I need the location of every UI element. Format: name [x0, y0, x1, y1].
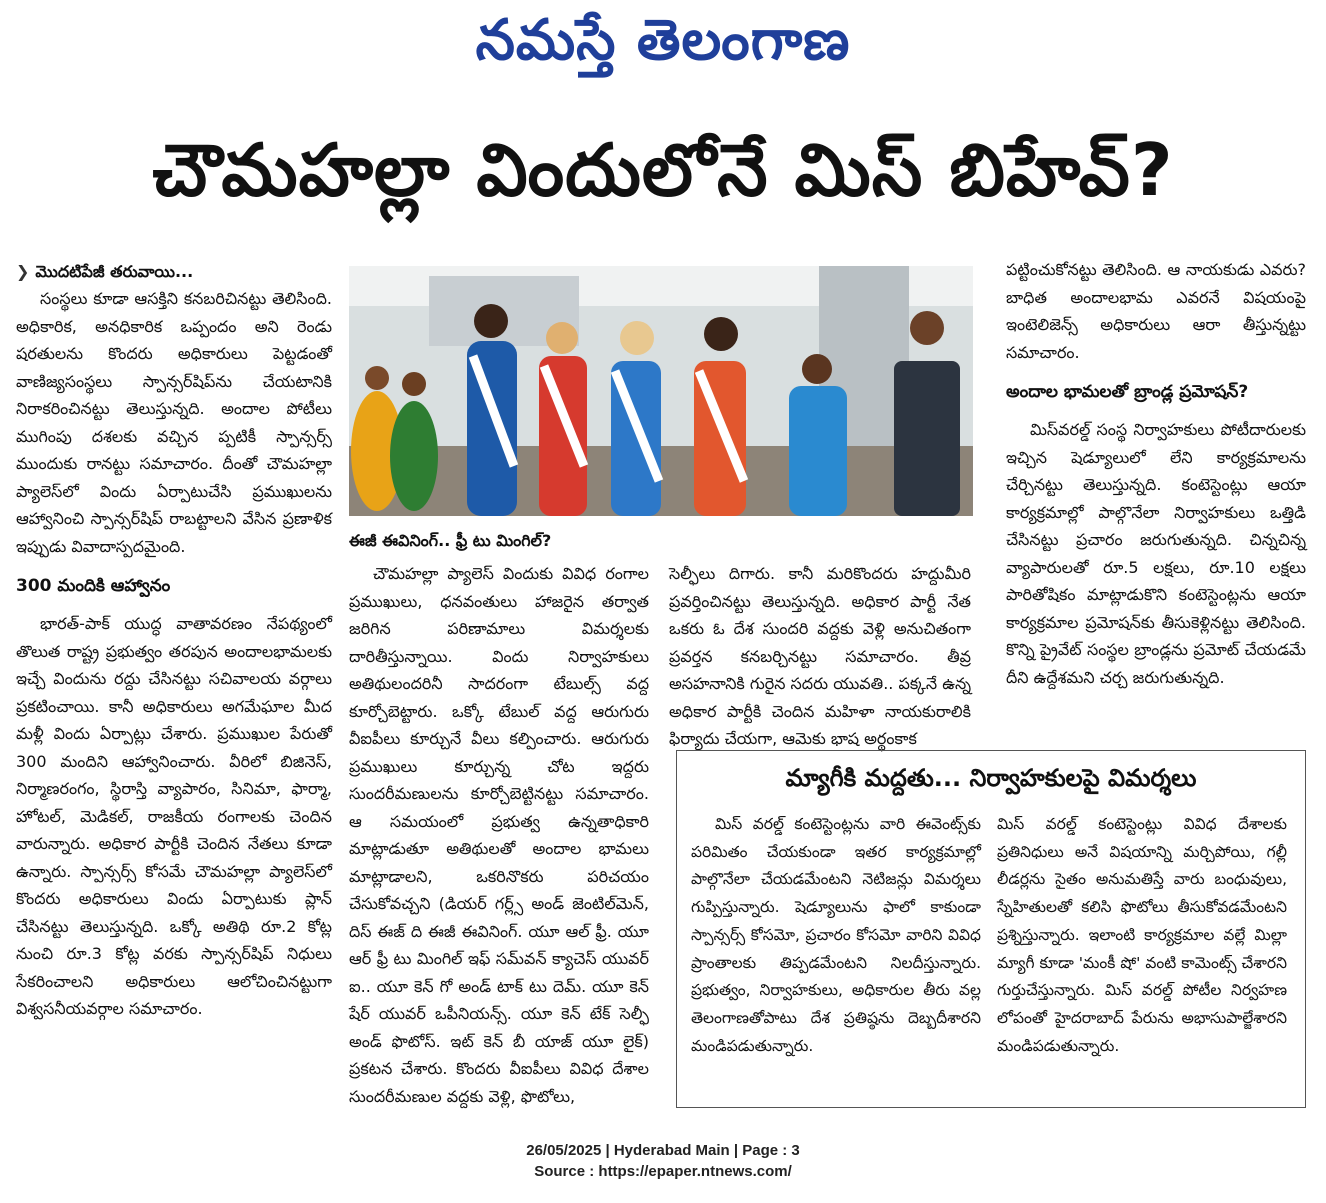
sidebar-box: [676, 750, 1306, 1108]
paragraph: చౌమహల్లా ప్యాలెస్ విందుకు వివిధ రంగాల ప్రముఖులు, ధనవంతులు హాజరైన తర్వాత జరిగిన పరిణామాలు విమర్శలకు దారితీస్తున్నాయి. విందు నిర్వాహకులు అతిథులందరినీ సాదరంగా టేబుల్స్ వద్ద కూర్చోబెట్టారు. ఒక్కో టేబుల్ వద్ద ఆరుగురు వీఐపీలు కూర్చునే వీలు కల్పించారు. ఆరుగురు ప్రముఖులు కూర్చున్న చోట ఇద్దరు సుందరీమణులను కూర్చోబెట్టినట్టు సమాచారం. ఆ సమయంలో ప్రభుత్వ ఉన్నతాధికారి మాట్లాడుతూ అతిథులతో అందాల భామలు మాట్లాడాలని, ఒకరినొకరు పరిచయం చేసుకోవచ్చని (డియర్ గర్ల్స్ అండ్ జెంటిల్‌మెన్, దిస్ ఈజ్ ది ఈజీ ఈవినింగ్. యూ ఆల్ ఫ్రీ. యూ ఆర్ ఫ్రీ టు మింగిల్ ఇఫ్ సమ్‌వన్ క్యాచెస్ యువర్ ఐ.. యూ కెన్ గో అండ్ టాక్ టు దెమ్. యూ కెన్ షేర్ యువర్ ఒపీనియన్స్. యూ కెన్ టేక్ సెల్ఫీ అండ్ ఫొటోస్. ఇట్ కెన్ బీ యాజ్ యూ లైక్) ప్రకటన చేశారు. కొందరు వీఐపీలు వివిధ దేశాల సుందరీమణుల వద్దకు వెళ్లి, ఫొటోలు,: [349, 564, 649, 1106]
headline: చౌమహల్లా విందులోనే మిస్ బిహేవ్?: [152, 128, 1174, 212]
sidebar-column-left: [691, 811, 981, 1060]
footer-source: Source : https://epaper.ntnews.com/: [534, 1163, 792, 1180]
paragraph: పట్టించుకోనట్టు తెలిసింది. ఆ నాయకుడు ఎవరు? బాధిత అందాలభామ ఎవరనే విషయంపై ఇంటెలిజెన్స్ అధికారులు ఆరా తీస్తున్నట్టు సమాచారం.: [1006, 260, 1306, 362]
sidebar-column-right: [997, 811, 1287, 1060]
kicker-text: మొదటిపేజీ తరువాయి...: [35, 262, 194, 281]
subheading: 300 మందికి ఆహ్వానం: [16, 576, 171, 596]
article-column-3: [669, 560, 971, 753]
continued-kicker: [16, 258, 332, 285]
paragraph: మిస్ వరల్డ్ కంటెస్టెంట్లు వివిధ దేశాలకు ప్రతినిధులు అనే విషయాన్ని మర్చిపోయి, గల్లీ లీడర్లను సైతం అనుమతిస్తే వారు బంధువులు, స్నేహితులతో కలిసి ఫొటోలు తీసుకోవడమేంటని ప్రశ్నిస్తున్నారు. ఇలాంటి కార్యక్రమాల వల్లే మిల్లా మ్యాగీ కూడా 'మంకీ షో' వంటి కామెంట్స్ చేశారని గుర్తుచేస్తున్నారు. మిస్ వరల్డ్ పోటీల నిర్వహణ లోపంతో హైదరాబాద్ పేరును అభాసుపాల్జేశారని మండిపడుతున్నారు.: [997, 815, 1287, 1055]
article-column-4: [1006, 256, 1306, 691]
subheading: అందాల భామలతో బ్రాండ్ల ప్రమోషన్?: [1006, 382, 1249, 402]
footer: [0, 1140, 1326, 1182]
paragraph: సంస్థలు కూడా ఆసక్తిని కనబరిచినట్టు తెలిసింది. అధికారిక, అనధికారిక ఒప్పందం అని రెండు షరతులను కొందరు అధికారులు పెట్టడంతో వాణిజ్యసంస్థలు స్పాన్సర్‌షిప్‌ను చేయటానికి నిరాకరించినట్టు తెలుస్తున్నది. అందాల పోటీలు ముగింపు దశలకు వచ్చిన ప్పటికీ స్పాన్సర్స్ ముందుకు రానట్టు సమాచారం. దీంతో చౌమహల్లా ప్యాలెస్‌లో విందు ఏర్పాటుచేసి ప్రముఖులను ఆహ్వానించి స్పాన్సర్‌షిప్ రాబట్టాలని వేసిన ప్రణాళిక ఇప్పుడు వివాదాస్పదమైంది.: [16, 289, 332, 556]
chevron-right-icon: ❯: [16, 262, 30, 281]
photo-caption: ఈజీ ఈవినింగ్.. ఫ్రీ టు మింగిల్?: [349, 531, 552, 550]
masthead-logo: నమస్తే తెలంగాణ: [475, 8, 851, 73]
article-column-1: [16, 258, 332, 1023]
sidebar-title: మ్యాగీకి మద్దతు... నిర్వాహకులపై విమర్శలు: [785, 764, 1197, 792]
paragraph: మిస్‌వరల్డ్ సంస్థ నిర్వాహకులు పోటీదారులకు ఇచ్చిన షెడ్యూలులో లేని కార్యక్రమాలను చేర్చినట్టు తెలుస్తున్నది. కంటెస్టెంట్లు ఆయా కార్యక్రమాల్లో పాల్గొనేలా నిర్వాహకులు ఒత్తిడి చేసినట్టు ప్రచారం జరుగుతున్నది. చిన్నచిన్న వ్యాపారులతో రూ.5 లక్షలు, రూ.10 లక్షలు పారితోషికం మాట్లాడుకొని కంటెస్టెంట్లను ఆయా కార్యక్రమాల ప్రమోషన్‌కు తీసుకెళ్లినట్టు తెలిసింది. కొన్ని ప్రైవేట్ సంస్థల బ్రాండ్లను ప్రమోట్ చేయడమే దీని ఉద్దేశమని చర్చ జరుగుతున్నది.: [1006, 420, 1306, 687]
sash-text: [349, 266, 350, 267]
paragraph: మిస్ వరల్డ్ కంటెస్టెంట్లను వారి ఈవెంట్స్‌కు పరిమితం చేయకుండా ఇతర కార్యక్రమాల్లో పాల్గొనేలా చేయడమేంటని నెటిజన్లు విమర్శలు గుప్పిస్తున్నారు. షెడ్యూలును ఫాలో కాకుండా స్పాన్సర్స్ కోసమో, ప్రచారం కోసమో వారిని వివిధ ప్రాంతాలకు తిప్పడమేంటని నిలదీస్తున్నారు. ప్రభుత్వం, నిర్వాహకులు, అధికారుల తీరు వల్ల తెలంగాణతోపాటు దేశ ప్రతిష్ఠను దెబ్బదీశారని మండిపడుతున్నారు.: [691, 815, 981, 1055]
news-photo: [349, 266, 973, 516]
footer-date-edition: 26/05/2025 | Hyderabad Main | Page : 3: [526, 1142, 800, 1159]
paragraph: భారత్-పాక్ యుద్ధ వాతావరణం నేపథ్యంలో తొలుత రాష్ట్ర ప్రభుత్వం తరపున అందాలభామలకు ఇచ్చే విందును రద్దు చేసినట్టు సచివాలయ వర్గాలు ప్రకటించాయి. కానీ అధికారులు అగమేఘాల మీద మళ్లీ విందు ఏర్పాట్లు చేశారు. ప్రముఖుల పేరుతో 300 మందిని ఆహ్వానించారు. వీరిలో బిజినెస్, నిర్మాణరంగం, స్థిరాస్తి వ్యాపారం, సినిమా, ఫార్మా, హోటల్, మెడికల్, రాజకీయ రంగాలకు చెందిన వారున్నారు. అధికార పార్టీకి చెందిన నేతలు కూడా ఉన్నారు. స్పాన్సర్స్ కోసమే చౌమహల్లా ప్యాలెస్‌లో కొందరు అధికారులు విందు ఏర్పాటుకు ప్లాన్ చేసినట్టు తెలుస్తున్నది. ఒక్కో అతిథి రూ.2 కోట్ల నుంచి రూ.3 కోట్ల వరకు స్పాన్సర్‌షిప్ నిధులు సేకరించాలని అధికారులు ఆలోచించినట్టుగా విశ్వసనీయవర్గాల సమాచారం.: [16, 614, 332, 1018]
article-column-2: [349, 560, 649, 1110]
paragraph: సెల్ఫీలు దిగారు. కానీ మరికొందరు హద్దుమీరి ప్రవర్తించినట్టు తెలుస్తున్నది. అధికార పార్టీ నేత ఒకరు ఓ దేశ సుందరి వద్దకు వెళ్లి అనుచితంగా ప్రవర్తన కనబర్చినట్టు సమాచారం. తీవ్ర అసహనానికి గురైన సదరు యువతి.. పక్కనే ఉన్న అధికార పార్టీకి చెందిన మహిళా నాయకురాలికి ఫిర్యాదు చేయగా, ఆమెకు భాష అర్థంకాక: [669, 564, 971, 748]
